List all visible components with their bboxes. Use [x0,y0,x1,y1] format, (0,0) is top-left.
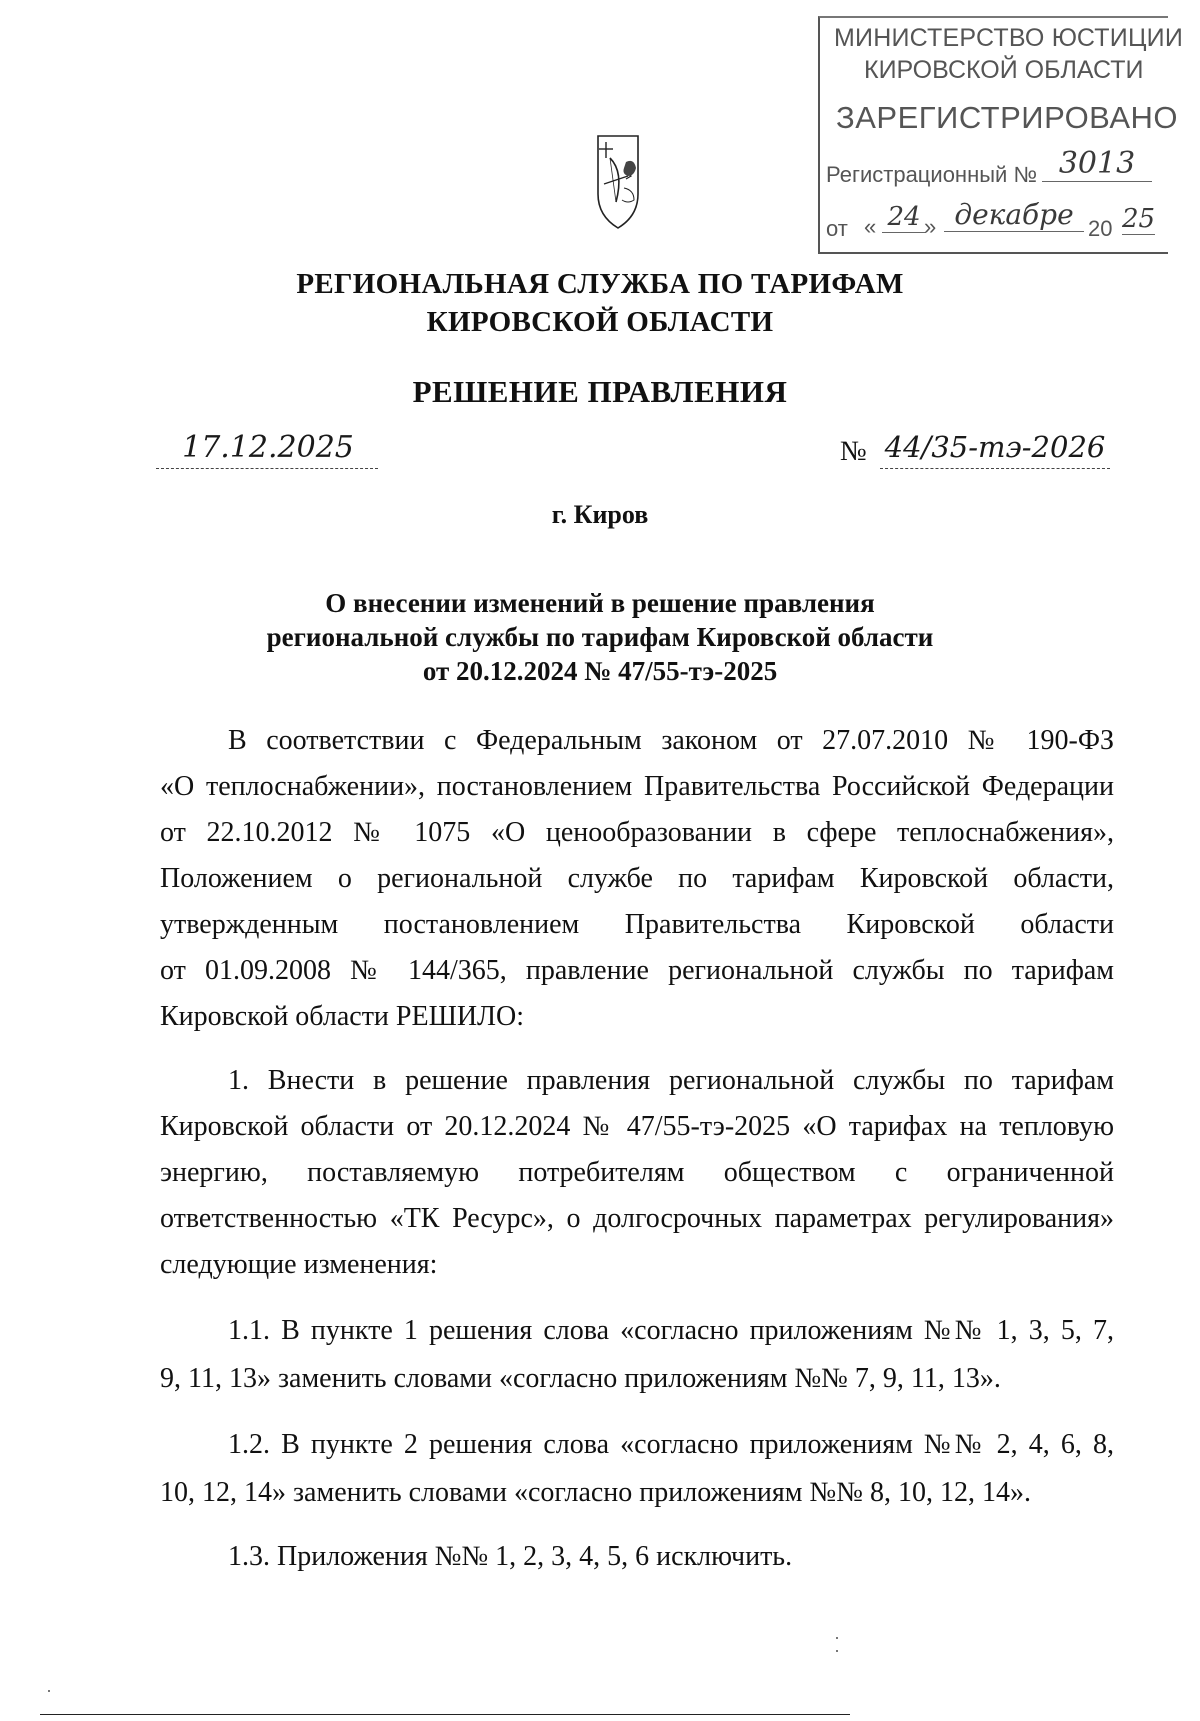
org-name-line1: РЕГИОНАЛЬНАЯ СЛУЖБА ПО ТАРИФАМ [296,268,904,300]
document-type-title: РЕШЕНИЕ ПРАВЛЕНИЯ [412,374,788,409]
scan-speck [836,1637,838,1639]
body-line: от 01.09.2008 № 144/365, правление региональной службы по тарифам [160,955,1114,986]
stamp-century: 20 [1088,216,1113,241]
body-line: Положением о региональной службе по тарифам Кировской области, [160,863,1114,894]
body-line: энергию, поставляемую потребителям обществом с ограниченной [160,1157,1114,1188]
body-line: В соответствии с Федеральным законом от 27.07.2010 № 190-ФЗ [228,725,1114,756]
body-line: «О теплоснабжении», постановлением Правительства Российской Федерации [160,771,1114,802]
body-line: ответственностью «ТК Ресурс», о долгосрочных параметрах регулирования» [160,1203,1114,1234]
body-line: следующие изменения: [160,1249,438,1280]
stamp-year: 25 [1122,204,1156,234]
body-line: утвержденным постановлением Правительства Кировской области [160,909,1114,940]
body-line: 1. Внести в решение правления региональной службы по тарифам [228,1065,1114,1096]
body-line: 1.3. Приложения №№ 1, 2, 3, 4, 5, 6 исключить. [228,1541,793,1572]
subject-line: О внесении изменений в решение правления [325,588,875,618]
org-name-line2: КИРОВСКОЙ ОБЛАСТИ [426,306,774,338]
stamp-day: 24 [882,202,926,233]
decision-date: 17.12.2025 [182,430,354,465]
stamp-month: декабре [944,198,1084,232]
stamp-close-quote: » [924,214,937,239]
subject-line: региональной службы по тарифам Кировской области [266,622,934,652]
stamp-open-quote: « [864,214,877,239]
stamp-reg-number: 3013 [1042,146,1152,182]
decision-number: 44/35-тэ-2026 [884,430,1106,464]
body-line: Кировской области РЕШИЛО: [160,1001,525,1032]
scan-speck [48,1690,50,1692]
body-line: 9, 11, 13» заменить словами «согласно приложениям №№ 7, 9, 11, 13». [160,1363,1001,1394]
body-line: от 22.10.2012 № 1075 «О ценообразовании в сфере теплоснабжения», [160,817,1114,848]
scan-speck [836,1650,838,1652]
stamp-ministry-line: МИНИСТЕРСТВО ЮСТИЦИИ [834,24,1183,52]
stamp-status: ЗАРЕГИСТРИРОВАНО [836,100,1179,135]
subject-line: от 20.12.2024 № 47/55-тэ-2025 [422,656,778,686]
body-line: Кировской области от 20.12.2024 № 47/55-тэ-2025 «О тарифах на тепловую [160,1111,1114,1142]
registration-stamp [818,16,1183,254]
city-name: г. Киров [551,500,649,529]
number-underline [880,468,1110,469]
stamp-reg-label: Регистрационный № [826,162,1038,187]
date-underline [156,468,378,469]
bottom-rule [40,1714,850,1715]
body-line: 1.1. В пункте 1 решения слова «согласно приложениям №№ 1, 3, 5, 7, [228,1315,1114,1346]
coat-of-arms-emblem [594,132,642,234]
body-line: 1.2. В пункте 2 решения слова «согласно приложениям №№ 2, 4, 6, 8, [228,1429,1114,1460]
body-line: 10, 12, 14» заменить словами «согласно приложениям №№ 8, 10, 12, 14». [160,1477,1031,1508]
stamp-region-line: КИРОВСКОЙ ОБЛАСТИ [864,56,1144,84]
number-label: № [840,436,867,467]
stamp-from-label: от [826,216,848,241]
